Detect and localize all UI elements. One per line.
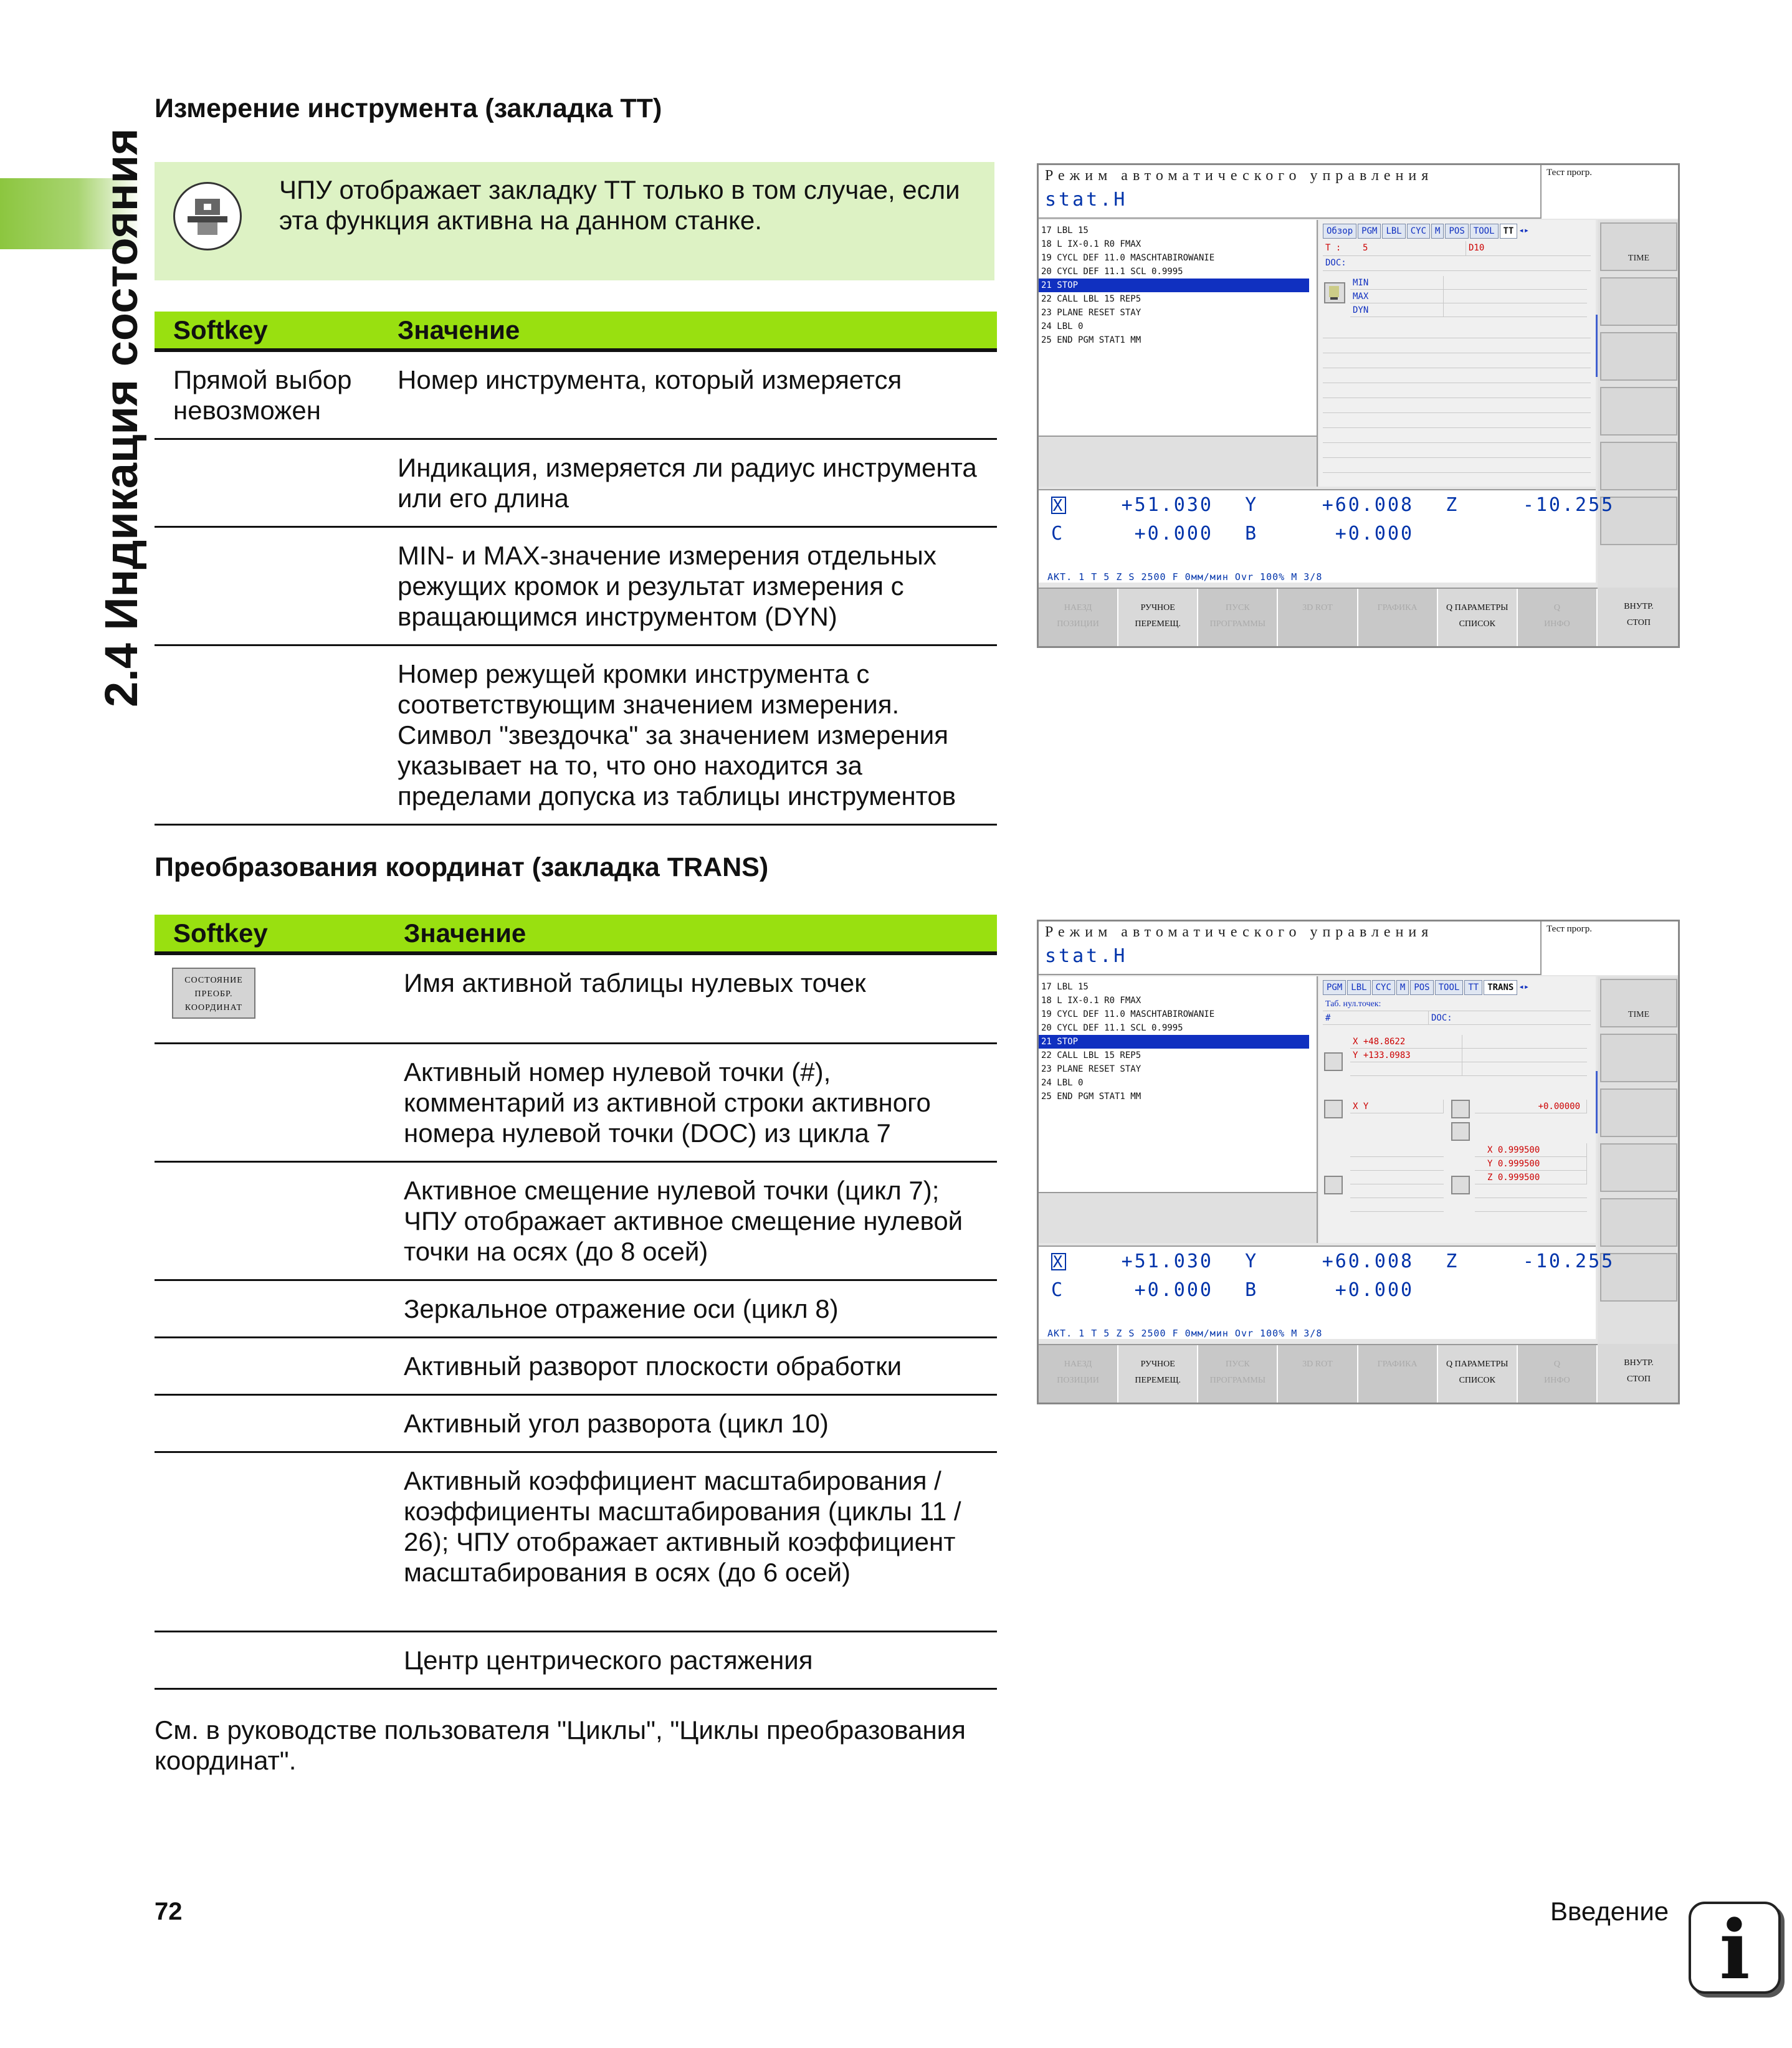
meaning-cell: Активное смещение нулевой точки (цикл 7); ЧПУ отображает активное смещение нулевой точки на осях (до 8 осей) (385, 1161, 997, 1280)
empty-softkey[interactable] (1600, 1088, 1677, 1137)
y-value: +60.008 (1322, 1250, 1414, 1272)
meaning-cell: Зеркальное отражение оси (цикл 8) (385, 1280, 997, 1337)
datum-table-label: Таб. нул.точек: (1325, 999, 1381, 1009)
trans-row (1350, 1049, 1587, 1062)
scale-icon (1451, 1176, 1470, 1194)
bottom-softkey-bar (1039, 1344, 1598, 1403)
dyn-label: DYN (1350, 303, 1444, 317)
tab-overview[interactable]: Обзор (1323, 224, 1356, 239)
softkey-text: 3D ROT (1302, 603, 1333, 612)
tab-pos[interactable]: POS (1410, 980, 1433, 995)
trans-section-heading: Преобразования координат (закладка TRANS) (155, 852, 769, 882)
datum-number-label: # (1323, 1011, 1429, 1024)
tab-pgm[interactable]: PGM (1323, 980, 1346, 995)
meaning-cell: Центр центрического растяжения (385, 1631, 997, 1688)
table-row (155, 953, 997, 1043)
tab-tool[interactable]: TOOL (1470, 224, 1499, 239)
trans-table (155, 915, 997, 1690)
program-line: 24 LBL 0 (1041, 321, 1084, 331)
table-row (155, 1452, 997, 1631)
softkey-text: РУЧНОЕ (1140, 1360, 1175, 1369)
softkey-text: КООРДИНАТ (184, 1003, 243, 1012)
softkey-approach-position[interactable] (1039, 589, 1118, 646)
tab-trans[interactable]: TRANS (1484, 980, 1517, 995)
softkey-cell (155, 645, 379, 825)
softkey-text: ПРОГРАММЫ (1209, 619, 1266, 629)
axis-c-label: C (1051, 1279, 1065, 1301)
table-header-softkey: Softkey (155, 312, 379, 350)
x-value: +51.030 (1121, 1250, 1213, 1272)
meaning-cell: Активный угол разворота (цикл 10) (385, 1394, 997, 1452)
tt-minmax (1350, 276, 1587, 317)
x-shift: X +48.8622 (1350, 1035, 1462, 1048)
softkey-text: Q ПАРАМЕТРЫ (1446, 1360, 1508, 1369)
trans-row (1323, 998, 1591, 1011)
y-shift: Y +133.0983 (1350, 1049, 1462, 1062)
softkey-text: ПЕРЕМЕЩ. (1135, 619, 1181, 629)
tool-label: T : (1325, 243, 1342, 253)
y-value: +60.008 (1322, 494, 1414, 516)
axis-z-label: Z (1446, 1250, 1459, 1272)
program-line: 18 L IX-0.1 R0 FMAX (1041, 239, 1141, 249)
axis-y-label: Y (1245, 1250, 1259, 1272)
position-display (1039, 489, 1615, 583)
mode-label: Режим автоматического управления (1045, 924, 1434, 940)
softkey-text: ГРАФИКА (1377, 603, 1418, 612)
tnc-screen-tt (1037, 163, 1680, 648)
empty-softkey[interactable] (1600, 1143, 1677, 1192)
program-line: 25 END PGM STAT1 MM (1041, 1092, 1141, 1102)
softkey-cell (155, 1161, 385, 1280)
softkey-q-info[interactable] (1518, 1345, 1598, 1403)
softkey-manual-traverse[interactable] (1118, 589, 1198, 646)
mirror-row (1350, 1100, 1444, 1113)
time-softkey[interactable]: TIME (1600, 979, 1677, 1027)
coord-row-1 (1051, 1250, 1614, 1272)
mirror-axes: X Y (1350, 1100, 1444, 1113)
tt-table (155, 312, 997, 826)
status-panel (1319, 220, 1596, 487)
softkey-cell: Прямой выбор невозможен (155, 350, 379, 439)
tab-m[interactable]: M (1431, 224, 1444, 239)
empty-softkey[interactable] (1600, 1034, 1677, 1082)
softkey-text: Q ПАРАМЕТРЫ (1446, 603, 1508, 612)
tab-cyc[interactable]: CYC (1372, 980, 1395, 995)
softkey-cell (155, 1043, 385, 1161)
table-row (155, 1394, 997, 1452)
softkey-cell (155, 1452, 385, 1631)
coord-row-2 (1051, 523, 1414, 545)
axis-z-label: Z (1446, 494, 1459, 516)
empty-softkey[interactable] (1600, 277, 1677, 326)
softkey-graphics[interactable] (1358, 1345, 1438, 1403)
max-label: MAX (1350, 290, 1444, 303)
program-line: 22 CALL LBL 15 REP5 (1041, 294, 1141, 304)
min-label: MIN (1350, 276, 1444, 289)
gray-panel (1039, 1193, 1318, 1243)
trans-row (1350, 1062, 1587, 1076)
softkey-cell (155, 439, 379, 527)
meaning-cell: Номер режущей кромки инструмента с соответствующим значением измерения. Символ "звездочка" за значением измерения указывает на то, что оно находится за пределами допуска из таблицы инструментов (379, 645, 997, 825)
softkey-cell (155, 1280, 385, 1337)
tool-measure-icon (1324, 282, 1345, 303)
empty-softkey[interactable] (1600, 387, 1677, 436)
softkey-q-parameters[interactable] (1438, 589, 1518, 646)
doc-label: DOC: (1325, 258, 1346, 268)
tab-cyc[interactable]: CYC (1407, 224, 1430, 239)
tnc-screen-trans (1037, 920, 1680, 1404)
softkey-cell (155, 1337, 385, 1394)
scale-z: Z 0.999500 (1475, 1171, 1587, 1184)
table-row (155, 439, 997, 527)
tt-section-heading: Измерение инструмента (закладка TT) (155, 93, 662, 123)
softkey-text: РУЧНОЕ (1140, 603, 1175, 612)
softkey-text: ПОЗИЦИИ (1057, 1376, 1099, 1385)
right-softkey-bar (1598, 976, 1680, 1404)
tab-scroll-arrows-icon[interactable]: ◂▸ (1518, 982, 1530, 992)
program-line: 22 CALL LBL 15 REP5 (1041, 1050, 1141, 1060)
cutting-edge-grid (1323, 323, 1591, 473)
table-row (155, 1280, 997, 1337)
softkey-text: Q (1553, 1360, 1560, 1369)
mode-label: Режим автоматического управления (1045, 168, 1434, 184)
note-box (155, 162, 994, 280)
tab-scroll-arrows-icon[interactable]: ◂▸ (1518, 226, 1530, 236)
table-row (155, 1631, 997, 1688)
pole-rows (1350, 1143, 1444, 1212)
active-status-line: АКТ. 1 T 5 Z S 2500 F 0мм/мин Ovr 100% M 3/8 (1047, 1328, 1323, 1339)
program-line: 18 L IX-0.1 R0 FMAX (1041, 996, 1141, 1006)
softkey-text: СПИСОК (1459, 1376, 1495, 1385)
c-value: +0.000 (1134, 523, 1213, 545)
table-row (155, 1043, 997, 1161)
table-header-meaning: Значение (379, 312, 997, 350)
datum-shift-icon (1324, 1052, 1343, 1071)
tab-tool[interactable]: TOOL (1435, 980, 1464, 995)
softkey-q-info[interactable] (1518, 589, 1598, 646)
second-mode-label: Тест прогр. (1540, 922, 1680, 975)
position-display (1039, 1245, 1615, 1339)
softkey-text: СТОП (1627, 618, 1651, 627)
active-status-line: АКТ. 1 T 5 Z S 2500 F 0мм/мин Ovr 100% M 3/8 (1047, 571, 1323, 583)
softkey-text: ПУСК (1226, 1360, 1250, 1369)
program-line-selected: 21 STOP (1039, 279, 1309, 292)
meaning-cell: Имя активной таблицы нулевых точек (385, 953, 997, 1043)
program-line: 19 CYCL DEF 11.0 MASCHTABIROWANIE (1041, 253, 1215, 263)
file-name: stat.H (1045, 945, 1128, 967)
softkey-manual-traverse[interactable] (1118, 1345, 1198, 1403)
tab-pgm[interactable]: PGM (1358, 224, 1381, 239)
axis-b-label: B (1245, 1279, 1259, 1301)
screen-header (1039, 922, 1540, 975)
tab-tt[interactable]: TT (1500, 224, 1518, 239)
softkey-text: ПРОГРАММЫ (1209, 1376, 1266, 1385)
tt-row (1323, 256, 1591, 271)
tt-row (1350, 276, 1587, 290)
coord-row-1 (1051, 494, 1614, 516)
trans-row (1350, 1035, 1587, 1049)
tool-number: 5 (1360, 241, 1466, 255)
chapter-name: Введение (1550, 1897, 1669, 1926)
softkey-internal-stop[interactable] (1598, 1344, 1680, 1403)
softkey-cell (155, 527, 379, 645)
tool-dimension: D10 (1469, 243, 1485, 253)
softkey-graphics[interactable] (1358, 589, 1438, 646)
softkey-text: ГРАФИКА (1377, 1360, 1418, 1369)
softkey-approach-position[interactable] (1039, 1345, 1118, 1403)
program-line: 23 PLANE RESET STAY (1041, 1064, 1141, 1074)
rotation-row (1475, 1100, 1587, 1113)
trans-info (1323, 998, 1591, 1025)
rotation-value: +0.00000 (1475, 1100, 1587, 1113)
note-text: ЧПУ отображает закладку TT только в том случае, если эта функция активна на данном станке. (279, 175, 960, 235)
softkey-text: СПИСОК (1459, 619, 1495, 629)
softkey-text: СОСТОЯНИЕ (184, 976, 243, 985)
softkey-cell (155, 1631, 385, 1688)
tab-lbl[interactable]: LBL (1347, 980, 1370, 995)
table-row (155, 1161, 997, 1280)
meaning-cell: Активный коэффициент масштабирования / коэффициенты масштабирования (циклы 11 / 26); ЧПУ отображает активный коэффициент масштабирования в осях (до 6 осей) (385, 1452, 997, 1631)
empty-softkey[interactable] (1600, 1198, 1677, 1247)
program-line: 25 END PGM STAT1 MM (1041, 335, 1141, 345)
info-glyph: i (1719, 1902, 1750, 1998)
axis-x-label: X (1051, 497, 1066, 514)
status-tabs (1323, 980, 1529, 995)
softkey-cell (155, 953, 385, 1043)
tab-m[interactable]: M (1396, 980, 1409, 995)
softkey-text: ПЕРЕМЕЩ. (1135, 1376, 1181, 1385)
table-row (155, 527, 997, 645)
time-softkey[interactable]: TIME (1600, 222, 1677, 271)
info-icon (1689, 1902, 1781, 1998)
pole-icon (1324, 1176, 1343, 1194)
tab-pos[interactable]: POS (1445, 224, 1468, 239)
bottom-softkey-bar (1039, 588, 1598, 646)
b-value: +0.000 (1335, 1279, 1414, 1301)
table-header-meaning: Значение (385, 915, 997, 953)
softkey-text: НАЕЗД (1064, 603, 1092, 612)
program-line: 20 CYCL DEF 11.1 SCL 0.9995 (1041, 267, 1183, 277)
gray-panel (1039, 437, 1318, 487)
scale-y: Y 0.999500 (1475, 1157, 1587, 1170)
scale-x: X 0.999500 (1475, 1143, 1587, 1156)
softkey-text: ПОЗИЦИИ (1057, 619, 1099, 629)
softkey-program-start[interactable] (1198, 1345, 1278, 1403)
scale-rows (1475, 1143, 1587, 1212)
empty-softkey[interactable] (1600, 332, 1677, 381)
tt-info (1323, 241, 1591, 271)
softkey-program-start[interactable] (1198, 589, 1278, 646)
axis-b-label: B (1245, 523, 1259, 545)
meaning-cell: Активный разворот плоскости обработки (385, 1337, 997, 1394)
softkey-text: 3D ROT (1302, 1360, 1333, 1369)
b-value: +0.000 (1335, 523, 1414, 545)
softkey-text: ВНУТР. (1624, 602, 1654, 611)
program-line: 24 LBL 0 (1041, 1078, 1084, 1088)
axis-y-label: Y (1245, 494, 1259, 516)
z-value: -10.255 (1522, 1250, 1615, 1272)
axis-x-label: X (1051, 1253, 1066, 1270)
coord-row-2 (1051, 1279, 1414, 1301)
program-line: 20 CYCL DEF 11.1 SCL 0.9995 (1041, 1023, 1183, 1033)
softkey-3d-rot[interactable] (1278, 1345, 1358, 1403)
rotation-icon (1451, 1122, 1470, 1141)
softkey-text: ИНФО (1544, 619, 1570, 629)
program-line: 17 LBL 15 (1041, 982, 1089, 992)
meaning-cell: Активный номер нулевой точки (#), комментарий из активной строки активного номера нулевой точки (DOC) из цикла 7 (385, 1043, 997, 1161)
softkey-text: НАЕЗД (1064, 1360, 1092, 1369)
status-panel (1319, 976, 1596, 1243)
status-transform-softkey[interactable] (172, 968, 255, 1019)
softkey-text: Q (1553, 603, 1560, 612)
tab-lbl[interactable]: LBL (1382, 224, 1405, 239)
mirror-icon (1324, 1100, 1343, 1118)
softkey-text: ПРЕОБР. (194, 989, 233, 999)
table-header-softkey: Softkey (155, 915, 385, 953)
z-value: -10.255 (1522, 494, 1615, 516)
softkey-text: ВНУТР. (1624, 1358, 1654, 1368)
trans-row (1323, 1011, 1591, 1025)
x-value: +51.030 (1121, 494, 1213, 516)
softkey-text: ПУСК (1226, 603, 1250, 612)
datum-shift (1350, 1035, 1587, 1076)
page-number: 72 (155, 1898, 183, 1925)
meaning-cell: MIN- и MAX-значение измерения отдельных режущих кромок и результат измерения с вращающимся инструментом (DYN) (379, 527, 997, 645)
program-list (1039, 976, 1318, 1193)
tt-row (1350, 290, 1587, 303)
c-value: +0.000 (1134, 1279, 1213, 1301)
table-row (155, 645, 997, 825)
right-softkey-bar (1598, 220, 1680, 648)
program-line: 23 PLANE RESET STAY (1041, 308, 1141, 318)
tt-row (1323, 241, 1591, 256)
file-name: stat.H (1045, 189, 1128, 211)
program-list (1039, 220, 1318, 437)
status-tabs (1323, 224, 1529, 239)
axis-c-label: C (1051, 523, 1065, 545)
program-line: 19 CYCL DEF 11.0 MASCHTABIROWANIE (1041, 1009, 1215, 1019)
footnote: См. в руководстве пользователя "Циклы", "Циклы преобразования координат". (155, 1715, 966, 1775)
screen-header (1039, 165, 1540, 219)
softkey-3d-rot[interactable] (1278, 589, 1358, 646)
softkey-internal-stop[interactable] (1598, 588, 1680, 646)
program-line: 17 LBL 15 (1041, 226, 1089, 236)
second-mode-label: Тест прогр. (1540, 165, 1680, 219)
softkey-q-parameters[interactable] (1438, 1345, 1518, 1403)
tab-tt[interactable]: TT (1464, 980, 1482, 995)
table-row (155, 1337, 997, 1394)
softkey-text: СТОП (1627, 1374, 1651, 1384)
tilt-icon (1451, 1100, 1470, 1118)
meaning-cell: Индикация, измеряется ли радиус инструмента или его длина (379, 439, 997, 527)
meaning-cell: Номер инструмента, который измеряется (379, 350, 997, 439)
section-vertical-title: 2.4 Индикация состояния (95, 128, 147, 707)
softkey-cell (155, 1394, 385, 1452)
doc-label: DOC: (1431, 1013, 1452, 1023)
program-line-selected: 21 STOP (1039, 1035, 1309, 1049)
table-row (155, 350, 997, 439)
softkey-text: ИНФО (1544, 1376, 1570, 1385)
machine-icon (173, 182, 242, 250)
tt-row (1350, 303, 1587, 317)
empty-softkey[interactable] (1600, 442, 1677, 490)
